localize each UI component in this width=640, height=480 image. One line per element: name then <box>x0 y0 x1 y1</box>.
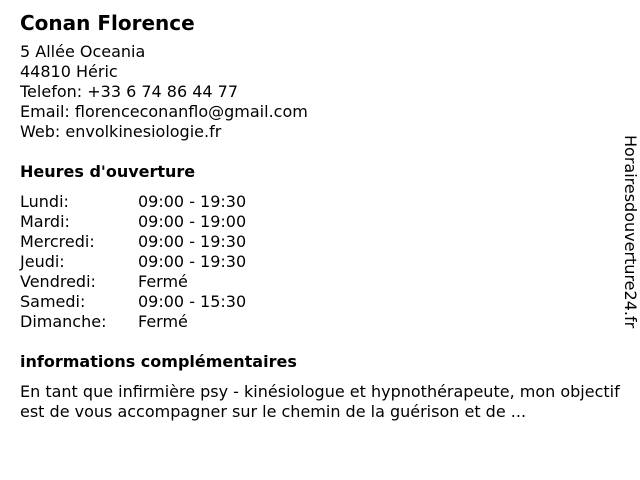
watermark <box>610 0 640 480</box>
business-name: Conan Florence <box>20 11 195 35</box>
hours-time: 09:00 - 19:30 <box>138 192 247 211</box>
hours-day: Mardi: <box>20 212 70 231</box>
phone-line: Telefon: +33 6 74 86 44 77 <box>20 82 239 101</box>
hours-table <box>20 192 610 332</box>
hours-row-wednesday <box>20 232 610 252</box>
hours-heading: Heures d'ouverture <box>20 162 196 181</box>
hours-row-sunday <box>20 312 610 332</box>
hours-row-monday <box>20 192 610 212</box>
hours-time: 09:00 - 19:00 <box>138 212 247 231</box>
hours-day: Jeudi: <box>20 252 65 271</box>
address-street: 5 Allée Oceania <box>20 42 146 61</box>
hours-time: 09:00 - 19:30 <box>138 232 247 251</box>
business-card <box>20 10 620 422</box>
hours-row-saturday <box>20 292 610 312</box>
hours-time: 09:00 - 15:30 <box>138 292 247 311</box>
hours-day: Lundi: <box>20 192 69 211</box>
hours-time: Fermé <box>138 272 188 291</box>
hours-day: Vendredi: <box>20 272 96 291</box>
hours-day: Dimanche: <box>20 312 107 331</box>
hours-time: 09:00 - 19:30 <box>138 252 247 271</box>
hours-day: Mercredi: <box>20 232 95 251</box>
info-description: En tant que infirmière psy - kinésiologue et hypnothérapeute, mon objectif est de vous accompagner sur le chemin de la guérison et de ... <box>20 382 620 421</box>
email-line: Email: florenceconanflo@gmail.com <box>20 102 308 121</box>
web-line: Web: envolkinesiologie.fr <box>20 122 222 141</box>
hours-row-friday <box>20 272 610 292</box>
hours-row-thursday <box>20 252 610 272</box>
watermark-text: Horairesdouverture24.fr <box>621 135 640 329</box>
hours-day: Samedi: <box>20 292 86 311</box>
hours-time: Fermé <box>138 312 188 331</box>
hours-row-tuesday <box>20 212 610 232</box>
info-heading: informations complémentaires <box>20 352 297 371</box>
address-city: 44810 Héric <box>20 62 118 81</box>
